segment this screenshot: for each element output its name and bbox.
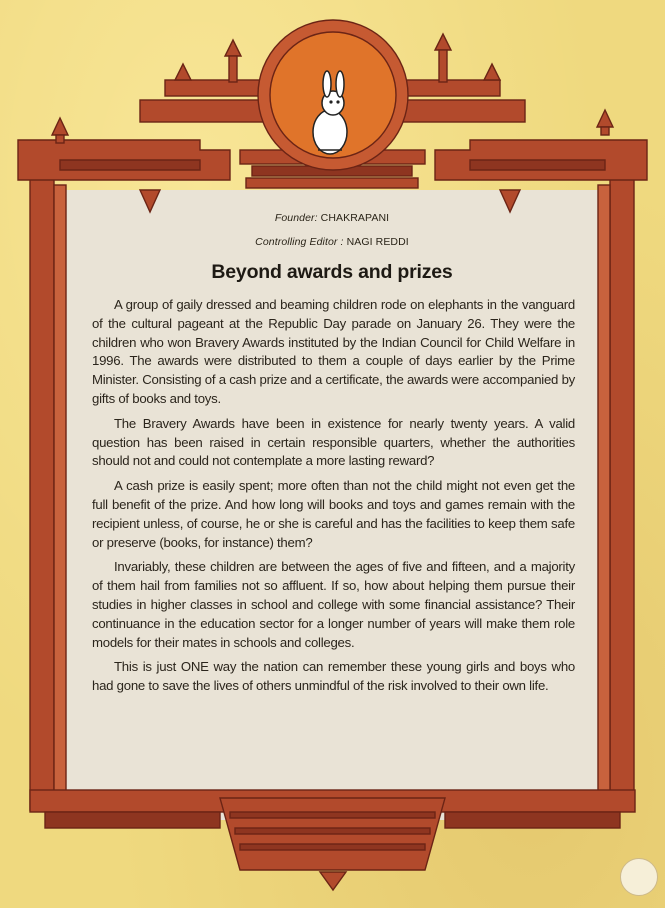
paragraph: A group of gaily dressed and beaming children rode on elephants in the vanguard of the cultural pageant at the Republic Day parade on January 26. They were the children who won Bravery Awards instituted by the Indian Council for Child Welfare in 1996. The awards were distributed to them a couple of days earlier by the Prime Minister. Consisting of a cash prize and a certificate, the awards were accompanied by gifts of books and toys. — [92, 297, 575, 406]
editor-label: Controlling Editor : — [255, 236, 344, 248]
founder-credit — [66, 212, 598, 224]
paragraph: The Bravery Awards have been in existence for nearly twenty years. A valid question has been raised in certain responsible quarters, whether the authorities should not and could not contemplate a more lasting reward? — [92, 415, 575, 469]
founder-name: CHAKRAPANI — [320, 212, 390, 224]
right-post — [610, 170, 634, 810]
editor-credit — [66, 236, 598, 248]
paragraph: This is just ONE way the nation can remember these young girls and boys who had gone to save the lives of others unmindful of the risk involved to their own life. — [92, 659, 575, 694]
editorial-body — [92, 296, 575, 702]
finial-right — [597, 110, 613, 127]
page-title: Beyond awards and prizes — [211, 261, 453, 283]
paragraph: Invariably, these children are between the ages of five and fifteen, and a majority of them hail from families not so affluent. If so, how about helping them pursue their studies in higher classes in school and college with some financial assistance? Their continuance in the education sector for a longer number of years will make them role models for their mates in schools and colleges. — [92, 559, 575, 650]
left-post — [30, 170, 54, 810]
founder-label: Founder: — [274, 212, 318, 224]
paragraph: A cash prize is easily spent; more often than not the child might not even get the full benefit of the prize. And how long will books and toys and games remain with the recipient unless, of course, he or she is careful and has the facilities to keep them safe or preserve (books, for instance) them? — [92, 478, 575, 550]
editor-name: NAGI REDDI — [346, 236, 409, 248]
left-post-inner — [54, 185, 66, 805]
arrow-left — [140, 190, 160, 212]
arrow-right — [500, 190, 520, 212]
publisher-seal-icon — [620, 858, 658, 896]
right-post-inner — [598, 185, 610, 805]
finial-left — [52, 118, 68, 135]
